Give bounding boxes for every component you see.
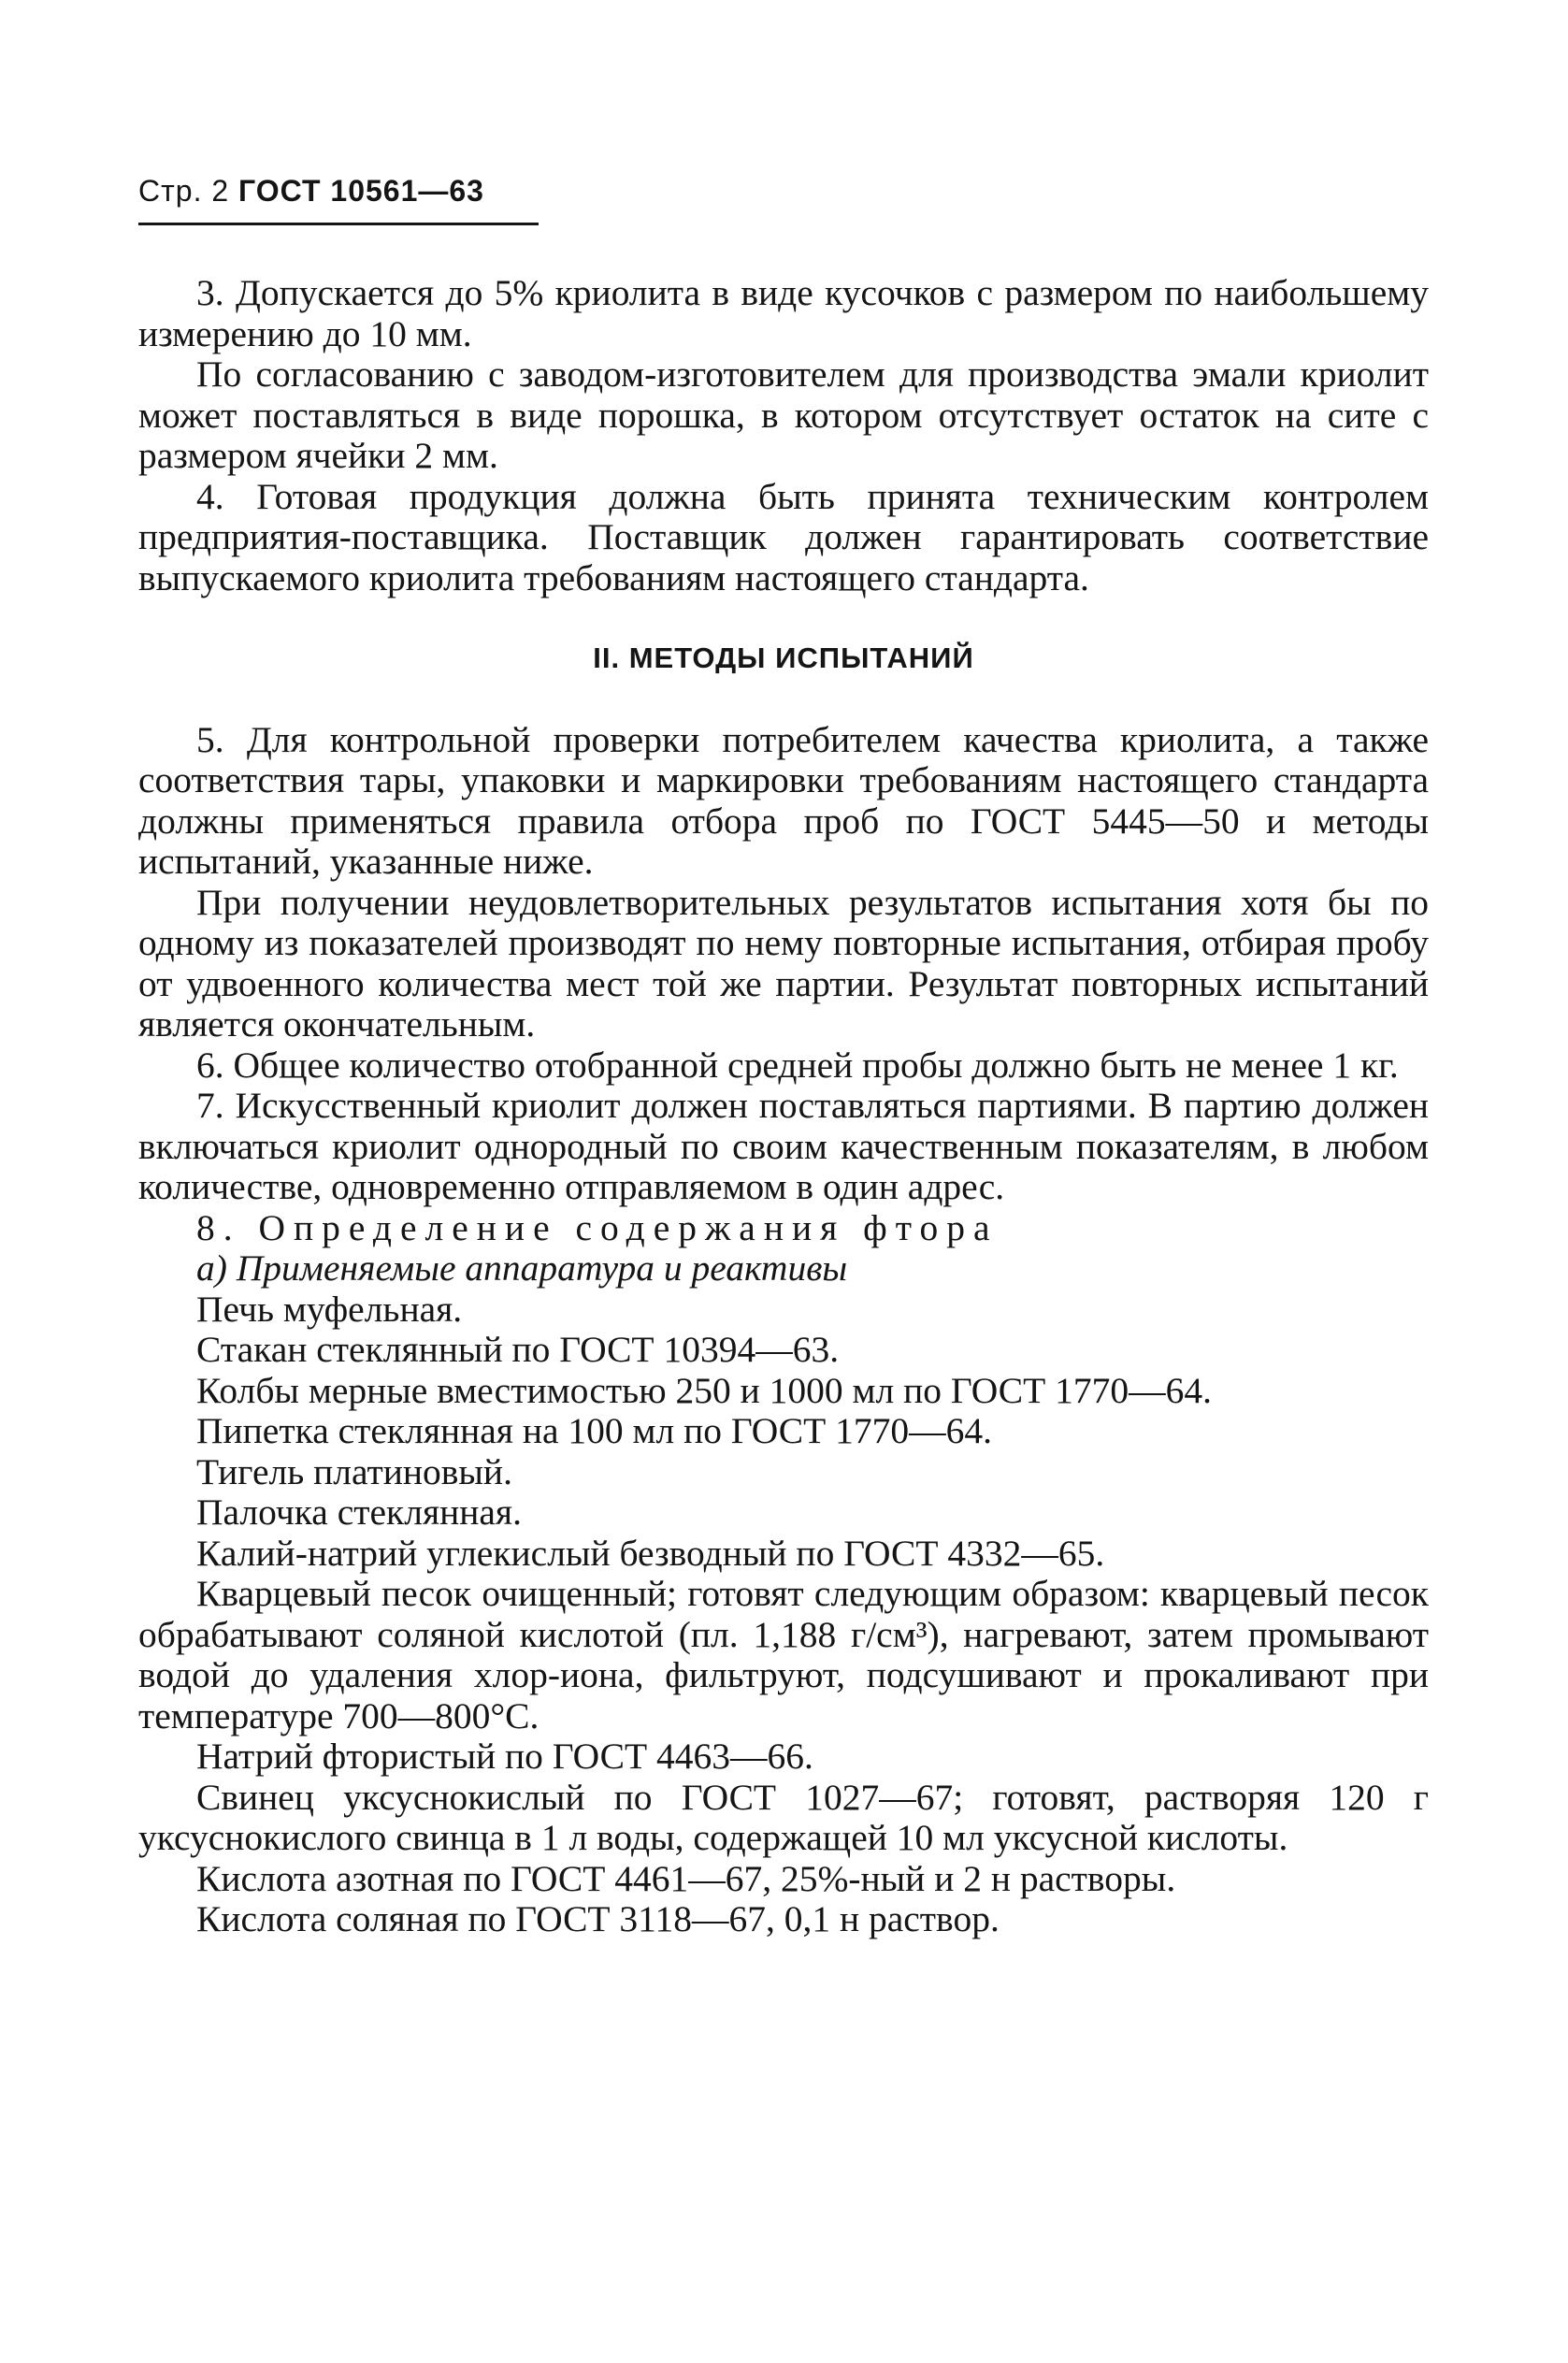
list-item: Колбы мерные вместимостью 250 и 1000 мл по ГОСТ 1770—64.: [196, 1369, 1212, 1411]
subsection-heading: а) Применяемые аппаратура и реактивы: [196, 1247, 848, 1289]
paragraph: 3. Допускается до 5% криолита в виде кусочков с размером по наибольшему измерению до 10 мм.: [138, 272, 1429, 354]
paragraph: 6. Общее количество отобранной средней пробы должно быть не менее 1 кг.: [196, 1044, 1399, 1086]
list-item: Кислота азотная по ГОСТ 4461—67, 25%-ный и 2 н растворы.: [196, 1857, 1176, 1899]
paragraph: 7. Искусственный криолит должен поставляться партиями. В партию должен включаться криолит однородный по своим качественным показателям, в любом количестве, одновременно отправляемом в один адрес.: [138, 1085, 1429, 1207]
method-heading: 8. Определение содержания фтора: [196, 1206, 999, 1248]
section-title: II. МЕТОДЫ ИСПЫТАНИЙ: [593, 641, 974, 674]
list-item: Пипетка стеклянная на 100 мл по ГОСТ 1770—64.: [196, 1410, 992, 1451]
list-item: Кислота соляная по ГОСТ 3118—67, 0,1 н раствор.: [196, 1898, 1000, 1939]
standard-number: ГОСТ 10561—63: [238, 174, 484, 208]
paragraph: По согласованию с заводом-изготовителем для производства эмали криолит может поставляться в виде порошка, в котором отсутствует остаток на сите с размером ячейки 2 мм.: [138, 353, 1429, 476]
paragraph: Кварцевый песок очищенный; готовят следующим образом: кварцевый песок обрабатывают соляной кислотой (пл. 1,188 г/см³), нагревают, затем промывают водой до удаления хлор-иона, фильтруют, подсушивают и прокаливают при температуре 700—800°С.: [138, 1573, 1429, 1736]
list-item: Тигель платиновый.: [196, 1450, 512, 1492]
paragraph: Свинец уксуснокислый по ГОСТ 1027—67; готовят, растворяя 120 г уксуснокислого свинца в 1 л воды, содержащей 10 мл уксусной кислоты.: [138, 1776, 1429, 1858]
paragraph: 4. Готовая продукция должна быть принята техническим контролем предприятия-поставщика. Поставщик должен гарантировать соответствие выпускаемого криолита требованиям настоящего стандарта.: [138, 475, 1429, 598]
header-rule: [138, 223, 539, 225]
list-item: Печь муфельная.: [196, 1288, 463, 1330]
paragraph: При получении неудовлетворительных результатов испытания хотя бы по одному из показателей производят по нему повторные испытания, отбирая пробу от удвоенного количества мест той же партии. Результат повторных испытаний является окончательным.: [138, 881, 1429, 1045]
list-item: Калий-натрий углекислый безводный по ГОСТ 4332—65.: [196, 1532, 1105, 1574]
list-item: Палочка стеклянная.: [196, 1491, 522, 1533]
page-label: Стр. 2: [138, 174, 230, 208]
list-item: Стакан стеклянный по ГОСТ 10394—63.: [196, 1329, 840, 1370]
document-body: [138, 273, 1429, 1940]
list-item: Натрий фтористый по ГОСТ 4463—66.: [196, 1736, 813, 1777]
paragraph: 5. Для контрольной проверки потребителем качества криолита, а также соответствия тары, упаковки и маркировки требованиям настоящего стандарта должны применяться правила отбора проб по ГОСТ 5445—50 и методы испытаний, указанные ниже.: [138, 718, 1429, 882]
page-header: [138, 174, 484, 209]
